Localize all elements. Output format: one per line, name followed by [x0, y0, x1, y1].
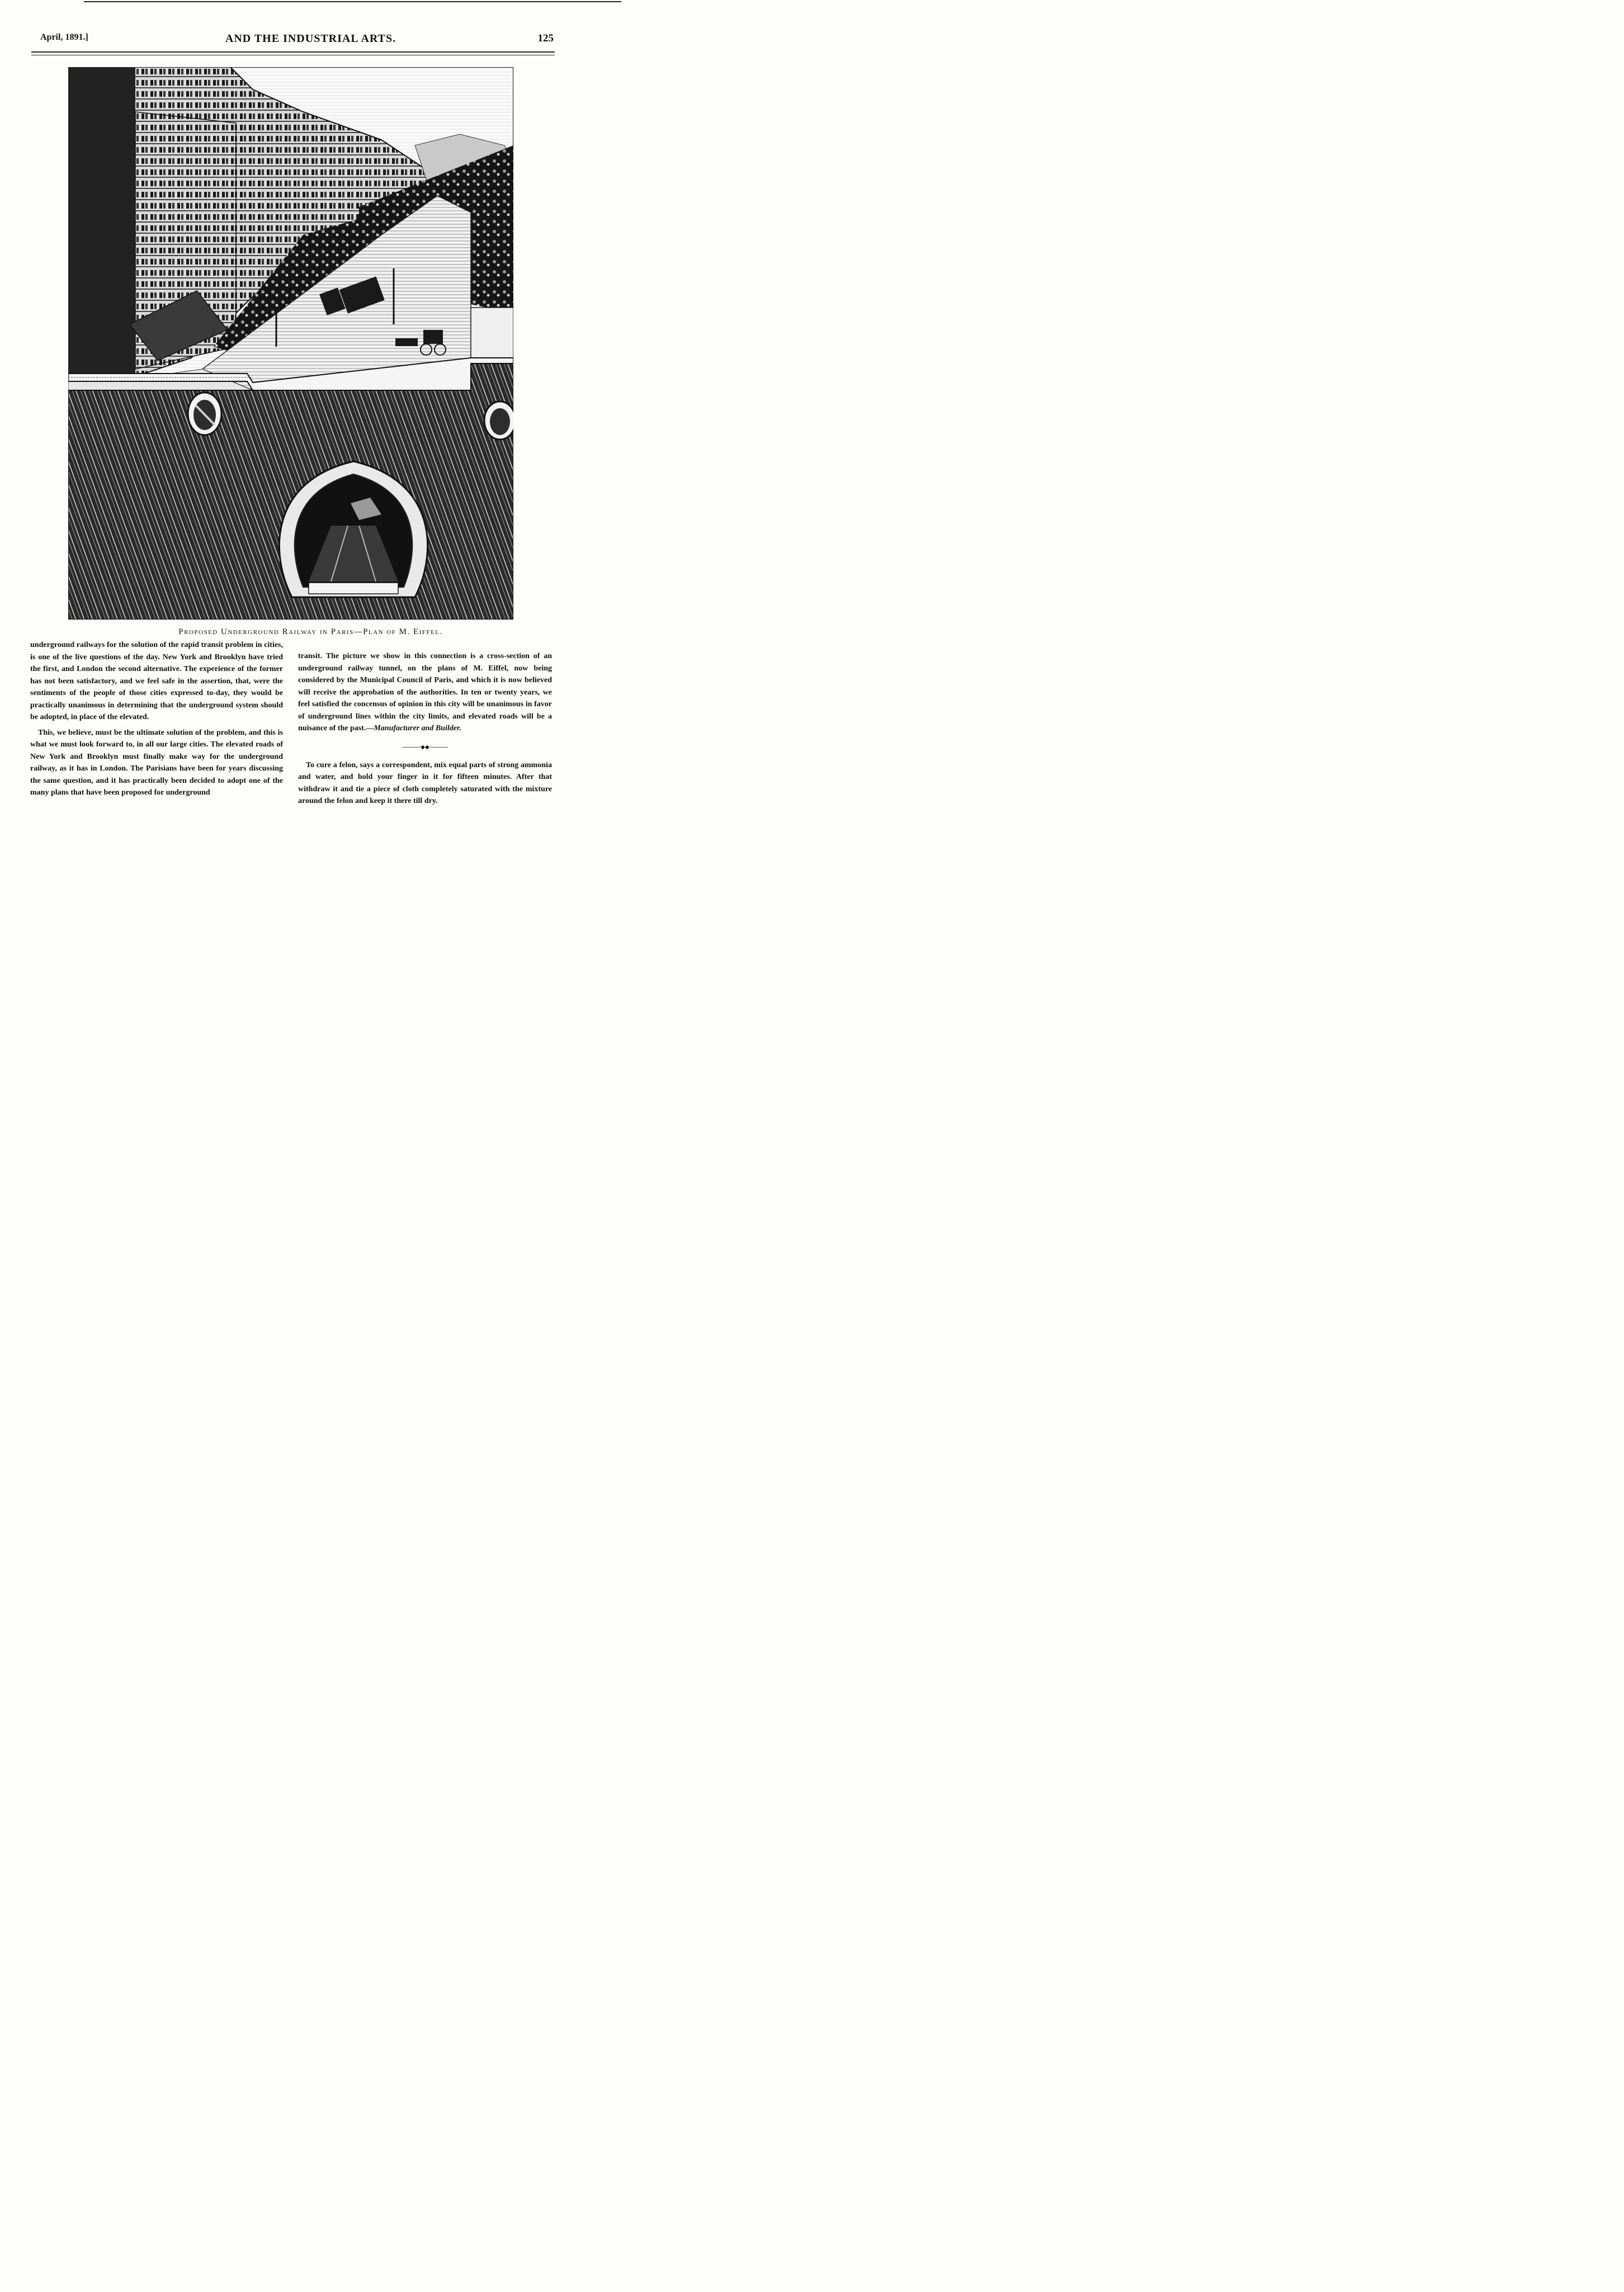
top-border-rule — [84, 1, 621, 2]
source-attribution: Manufacturer and Builder. — [374, 724, 462, 733]
figure-caption: Proposed Underground Railway in Paris—Plan of M. Eiffel. — [178, 627, 443, 636]
issue-date: April, 1891.] — [40, 32, 88, 42]
header-rule — [31, 51, 555, 53]
running-title: AND THE INDUSTRIAL ARTS. — [225, 32, 396, 45]
paragraph: To cure a felon, says a correspondent, mix equal parts of strong ammonia and water, and hold your finger in it for fifteen minutes. After that withdraw it and tie a piece of cloth completely saturated with the mixture around the felon and keep it there till dry. — [298, 760, 552, 805]
article-column-left — [30, 639, 283, 799]
section-separator: ———·◆◆·——— — [402, 744, 449, 750]
utility-tube-left — [188, 393, 221, 435]
paragraph-text: transit. The picture we show in this connection is a cross-section of an underground railway tunnel, on the plans of M. Eiffel, now being considered by the Municipal Council of Paris, and which it is now believed will receive the approbation of the authorities. In ten or twenty years, we feel satisfied the concensus of opinion in this city will be unanimous in favor of underground lines within the city limits, and elevated roads will be a nuisance of the past.— — [298, 652, 552, 733]
utility-tube-right — [484, 401, 513, 440]
article-column-right — [298, 650, 552, 807]
paragraph: This, we believe, must be the ultimate solution of the problem, and this is what we must look forward to, in all our large cities. The elevated roads of New York and Brooklyn must finally make way for the underground railway, as it has in London. The Parisians have been for years discussing the same question, and it has practically been decided to adopt one of the many plans that have been proposed for underground — [30, 728, 283, 797]
paragraph — [298, 650, 552, 735]
paragraph: underground railways for the solution of the rapid transit problem in cities, is one of the live questions of the day. New York and Brooklyn have tried the first, and London the second alternative. The experience of the former has not been satisfactory, and we feel safe in the assertion, that, were the sentiments of the people of those cities expressed to-day, they would be practically unanimous in determining that the underground system should be adopted, in place of the elevated. — [30, 641, 283, 721]
page-number: 125 — [537, 32, 554, 44]
engraving-figure — [68, 67, 513, 620]
